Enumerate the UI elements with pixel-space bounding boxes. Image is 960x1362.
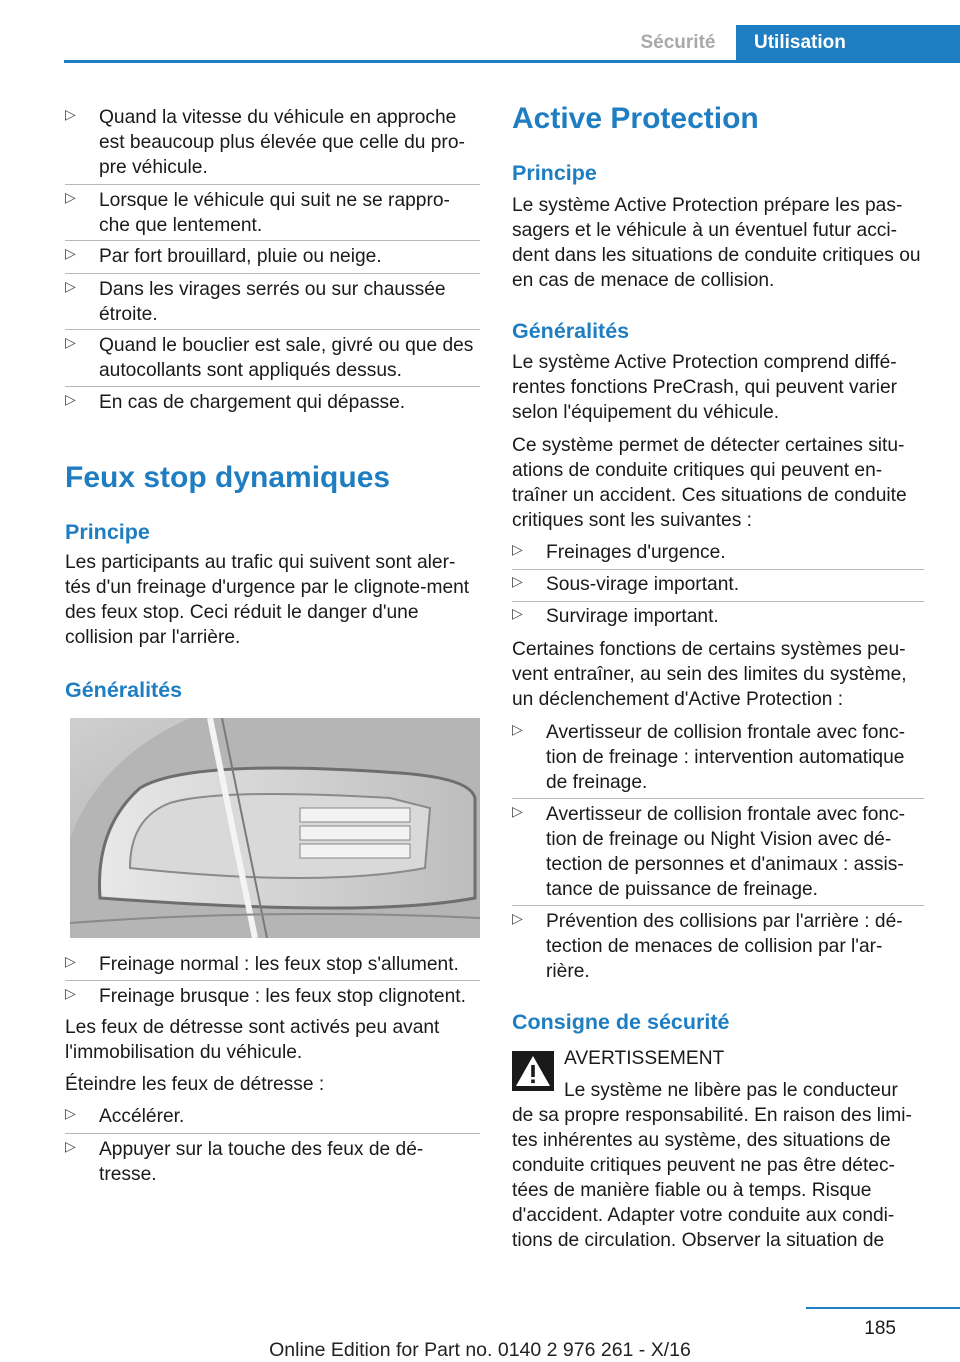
subsection-title-principe: Principe — [512, 161, 597, 185]
list-item: ▷ Prévention des collisions par l'arrière : dé‐tection de menaces de collision par l'ar‐rière. — [512, 910, 903, 982]
subsection-title-principe: Principe — [65, 520, 150, 544]
divider — [65, 184, 480, 185]
list-item: ▷ Lorsque le véhicule qui suit ne se rappro‐che que lentement. — [65, 189, 450, 236]
online-edition-footer: Online Edition for Part no. 0140 2 976 261 - X/16 — [269, 1339, 691, 1361]
paragraph: Certaines fonctions de certains systèmes peu‐vent entraîner, au sein des limites du système, un déclenchement d'Active Protection : — [512, 639, 907, 710]
header-rule — [64, 60, 960, 63]
section-title-active-protection: Active Protection — [512, 102, 759, 135]
triangle-bullet-icon: ▷ — [512, 605, 523, 621]
list-item: ▷ Appuyer sur la touche des feux de dé‐tresse. — [65, 1138, 424, 1185]
triangle-bullet-icon: ▷ — [65, 334, 76, 350]
list-item: ▷ Quand la vitesse du véhicule en approche est beaucoup plus élevée que celle du pro‐pre véhicule. — [65, 106, 465, 178]
divider — [65, 273, 480, 274]
list-item: ▷ Freinage normal : les feux stop s'allument. — [65, 953, 459, 975]
list-item: ▷ Freinages d'urgence. — [512, 541, 726, 563]
divider — [65, 329, 480, 330]
warning-text: Le système ne libère pas le conducteur — [564, 1080, 898, 1101]
divider — [512, 798, 924, 799]
list-item: ▷ Par fort brouillard, pluie ou neige. — [65, 245, 382, 267]
divider — [65, 1133, 480, 1134]
header-tab-securite[interactable]: Sécurité — [640, 32, 716, 53]
triangle-bullet-icon: ▷ — [512, 910, 523, 926]
triangle-bullet-icon: ▷ — [65, 985, 76, 1001]
subsection-title-generalites: Généralités — [65, 678, 183, 702]
tail-light-illustration — [70, 718, 480, 938]
triangle-bullet-icon: ▷ — [65, 391, 76, 407]
triangle-bullet-icon: ▷ — [65, 245, 76, 261]
divider — [65, 240, 480, 241]
paragraph: Les feux de détresse sont activés peu avant l'immobilisation du véhicule. — [65, 1017, 440, 1063]
list-item: ▷ Survirage important. — [512, 605, 719, 627]
subsection-title-generalites: Généralités — [512, 319, 630, 343]
triangle-bullet-icon: ▷ — [512, 721, 523, 737]
footer-rule — [806, 1307, 960, 1309]
divider — [512, 569, 924, 570]
list-item: ▷ Avertisseur de collision frontale avec fonc‐tion de freinage : intervention automatique de freinage. — [512, 721, 906, 793]
paragraph: Éteindre les feux de détresse : — [65, 1074, 325, 1095]
triangle-bullet-icon: ▷ — [512, 803, 523, 819]
list-item: ▷ Avertisseur de collision frontale avec fonc‐tion de freinage ou Night Vision avec dé‐tection de personnes et d'animaux : assis‐tance de puissance de freinage. — [512, 803, 906, 900]
divider — [65, 386, 480, 387]
paragraph: Le système Active Protection comprend diffé‐rentes fonctions PreCrash, qui peuvent varier selon l'équipement du véhicule. — [512, 352, 898, 423]
divider — [65, 980, 480, 981]
section-title-feux-stop: Feux stop dynamiques — [65, 461, 391, 494]
divider — [512, 905, 924, 906]
warning-label: AVERTISSEMENT — [564, 1048, 725, 1069]
warning-triangle-icon — [512, 1051, 554, 1091]
list-item: ▷ Sous-virage important. — [512, 573, 740, 595]
principe-paragraph: Les participants au trafic qui suivent sont aler‐tés d'un freinage d'urgence par le clignote‐ment des feux stop. Ceci réduit le danger d'une collision par l'arrière. — [65, 552, 470, 648]
list-item: ▷ En cas de chargement qui dépasse. — [65, 391, 406, 413]
triangle-bullet-icon: ▷ — [512, 573, 523, 589]
warning-text: de sa propre responsabilité. En raison des limi‐tes inhérentes au système, des situations de conduite critiques peuvent ne pas être détec‐tées de manière fiable ou à temps. Risque d'accident. Adapter votre conduite aux condi‐tions de circulation. Observer la situation de — [512, 1105, 912, 1251]
triangle-bullet-icon: ▷ — [512, 541, 523, 557]
divider — [512, 601, 924, 602]
triangle-bullet-icon: ▷ — [65, 1138, 76, 1154]
list-item: ▷ Freinage brusque : les feux stop clignotent. — [65, 985, 466, 1007]
triangle-bullet-icon: ▷ — [65, 278, 76, 294]
triangle-bullet-icon: ▷ — [65, 953, 76, 969]
triangle-bullet-icon: ▷ — [65, 1105, 76, 1121]
page-number: 185 — [864, 1318, 896, 1339]
list-item: ▷ Dans les virages serrés ou sur chaussée étroite. — [65, 278, 446, 325]
triangle-bullet-icon: ▷ — [65, 189, 76, 205]
list-item: ▷ Accélérer. — [65, 1105, 185, 1127]
principe-paragraph: Le système Active Protection prépare les pas‐sagers et le véhicule à un éventuel futur acci‐dent dans les situations de conduite critiques ou en cas de menace de collision. — [512, 195, 921, 291]
subsection-title-consigne: Consigne de sécurité — [512, 1010, 730, 1034]
triangle-bullet-icon: ▷ — [65, 106, 76, 122]
list-item: ▷ Quand le bouclier est sale, givré ou que des autocollants sont appliqués dessus. — [65, 334, 474, 381]
paragraph: Ce système permet de détecter certaines situ‐ations de conduite critiques qui peuvent en‐traîner un accident. Ces situations de conduite critiques sont les suivantes : — [512, 435, 907, 531]
header-tab-utilisation[interactable]: Utilisation — [736, 25, 960, 60]
